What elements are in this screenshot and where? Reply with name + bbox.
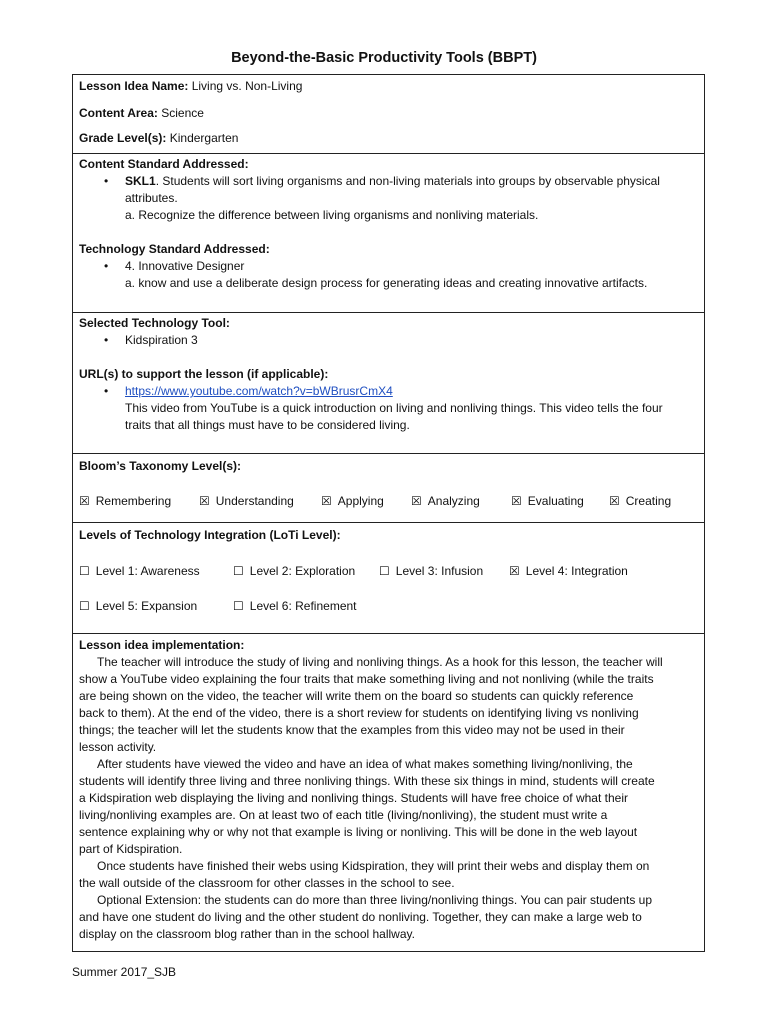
- content-standard-item: [79, 173, 698, 190]
- implementation-line: Optional Extension: the students can do more than three living/nonliving things. You can pair students up: [97, 893, 653, 907]
- implementation-line: and have one student do living and the other student do nonliving. Together, they can make a large web to: [79, 910, 642, 924]
- implementation-line: display on the classroom blog rather than in the school hallway.: [79, 927, 415, 941]
- tool-heading: Selected Technology Tool:: [79, 316, 230, 330]
- bullet-icon: •: [104, 384, 109, 398]
- checkbox-icon: ☒: [511, 494, 522, 508]
- implementation-line: living/nonliving examples are. On at least two of each title (living/nonliving), the student must write a: [79, 808, 608, 822]
- tool-section: [73, 312, 704, 453]
- url-description-line1: This video from YouTube is a quick introduction on living and nonliving things. This video tells the four: [125, 401, 663, 415]
- implementation-line: part of Kidspiration.: [79, 842, 183, 856]
- standard-text: . Students will sort living organisms and non-living materials into groups by observable physical: [155, 174, 660, 188]
- checkbox-icon: ☒: [199, 494, 210, 508]
- tool-item: [79, 332, 698, 349]
- option-label: Analyzing: [427, 494, 480, 508]
- bullet-icon: •: [104, 174, 109, 188]
- option-label: Level 2: Exploration: [249, 564, 356, 578]
- blooms-options: [79, 493, 699, 510]
- standards-section: [73, 153, 704, 312]
- urls-heading: URL(s) to support the lesson (if applicable):: [79, 367, 329, 381]
- blooms-option-evaluating[interactable]: [511, 493, 584, 510]
- checkbox-icon: ☐: [379, 564, 390, 578]
- implementation-heading: Lesson idea implementation:: [79, 638, 245, 652]
- content-area-row: [79, 105, 204, 122]
- tech-standard-item: [79, 258, 698, 275]
- standard-subitem: a. Recognize the difference between living organisms and nonliving materials.: [125, 208, 539, 222]
- checkbox-icon: ☒: [411, 494, 422, 508]
- page-footer: Summer 2017_SJB: [72, 965, 177, 979]
- url-description-line2: traits that all things must have to be considered living.: [125, 418, 410, 432]
- option-label: Understanding: [215, 494, 294, 508]
- loti-option-level1[interactable]: [79, 563, 200, 580]
- implementation-line: are being shown on the video, the teacher will write them on the board so students can quickly reference: [79, 689, 634, 703]
- loti-option-level6[interactable]: [233, 598, 357, 615]
- loti-heading: Levels of Technology Integration (LoTi Level):: [79, 528, 341, 542]
- lesson-plan-table: [72, 74, 705, 952]
- url-item: [79, 383, 698, 400]
- implementation-line: The teacher will introduce the study of living and nonliving things. As a hook for this lesson, the teacher will: [97, 655, 663, 669]
- implementation-line: After students have viewed the video and have an idea of what makes something living/nonliving, the: [97, 757, 633, 771]
- checkbox-icon: ☐: [233, 599, 244, 613]
- option-label: Level 5: Expansion: [95, 599, 198, 613]
- loti-option-level5[interactable]: [79, 598, 197, 615]
- implementation-line: sentence explaining why or why not that example is living or nonliving. This will be done in the web layout: [79, 825, 638, 839]
- checkbox-icon: ☐: [79, 599, 90, 613]
- option-label: Level 1: Awareness: [95, 564, 200, 578]
- loti-section: [73, 522, 704, 633]
- youtube-link[interactable]: https://www.youtube.com/watch?v=bWBrusrCmX4: [125, 384, 393, 398]
- option-label: Level 4: Integration: [525, 564, 628, 578]
- blooms-option-understanding[interactable]: [199, 493, 294, 510]
- option-label: Evaluating: [527, 494, 584, 508]
- checkbox-icon: ☒: [509, 564, 520, 578]
- implementation-line: back to them). At the end of the video, there is a short review for students on identifying living vs nonliving: [79, 706, 639, 720]
- loti-option-level4[interactable]: [509, 563, 628, 580]
- implementation-line: Once students have finished their webs using Kidspiration, they will print their webs and display them on: [97, 859, 650, 873]
- implementation-line: show a YouTube video explaining the four traits that make something living and not nonliving (while the traits: [79, 672, 654, 686]
- implementation-section: [73, 633, 704, 951]
- blooms-heading: Bloom’s Taxonomy Level(s):: [79, 459, 242, 473]
- blooms-option-applying[interactable]: [321, 493, 384, 510]
- content-area-value: Science: [161, 106, 204, 120]
- grade-level-row: [79, 130, 238, 147]
- loti-option-level2[interactable]: [233, 563, 355, 580]
- option-label: Level 3: Infusion: [395, 564, 484, 578]
- tech-standard-text: 4. Innovative Designer: [125, 259, 245, 273]
- implementation-line: the wall outside of the classroom for other classes in the school to see.: [79, 876, 455, 890]
- blooms-option-creating[interactable]: [609, 493, 671, 510]
- blooms-section: [73, 453, 704, 522]
- blooms-option-analyzing[interactable]: [411, 493, 480, 510]
- lesson-name-row: [79, 78, 302, 95]
- content-area-label: Content Area:: [79, 106, 158, 120]
- option-label: Remembering: [95, 494, 172, 508]
- lesson-info-section: [73, 75, 704, 153]
- tech-standard-heading: Technology Standard Addressed:: [79, 242, 270, 256]
- bullet-icon: •: [104, 333, 109, 347]
- grade-level-label: Grade Level(s):: [79, 131, 167, 145]
- document-title: Beyond-the-Basic Productivity Tools (BBPT): [231, 50, 537, 66]
- implementation-text: [79, 654, 698, 943]
- checkbox-icon: ☒: [609, 494, 620, 508]
- implementation-line: a Kidspiration web displaying the living and nonliving things. Students will have free choice of what their: [79, 791, 628, 805]
- standard-code: SKL1: [125, 174, 156, 188]
- option-label: Applying: [337, 494, 384, 508]
- blooms-option-remembering[interactable]: [79, 493, 171, 510]
- lesson-name-value: Living vs. Non-Living: [191, 79, 303, 93]
- checkbox-icon: ☒: [321, 494, 332, 508]
- implementation-line: things; the teacher will let the students know that the examples from this video may not be used in their: [79, 723, 625, 737]
- tool-name: Kidspiration 3: [125, 333, 198, 347]
- grade-level-value: Kindergarten: [169, 131, 239, 145]
- checkbox-icon: ☐: [233, 564, 244, 578]
- bullet-icon: •: [104, 259, 109, 273]
- standard-text-cont: attributes.: [125, 191, 178, 205]
- implementation-line: lesson activity.: [79, 740, 157, 754]
- loti-options-row2: [79, 598, 699, 615]
- tech-standard-subitem: a. know and use a deliberate design process for generating ideas and creating innovative artifacts.: [125, 276, 648, 290]
- option-label: Level 6: Refinement: [249, 599, 357, 613]
- loti-options-row1: [79, 563, 699, 580]
- checkbox-icon: ☒: [79, 494, 90, 508]
- option-label: Creating: [625, 494, 672, 508]
- lesson-name-label: Lesson Idea Name:: [79, 79, 189, 93]
- checkbox-icon: ☐: [79, 564, 90, 578]
- loti-option-level3[interactable]: [379, 563, 483, 580]
- implementation-line: students will identify three living and three nonliving things. With these six things in mind, students will create: [79, 774, 655, 788]
- content-standard-heading: Content Standard Addressed:: [79, 157, 249, 171]
